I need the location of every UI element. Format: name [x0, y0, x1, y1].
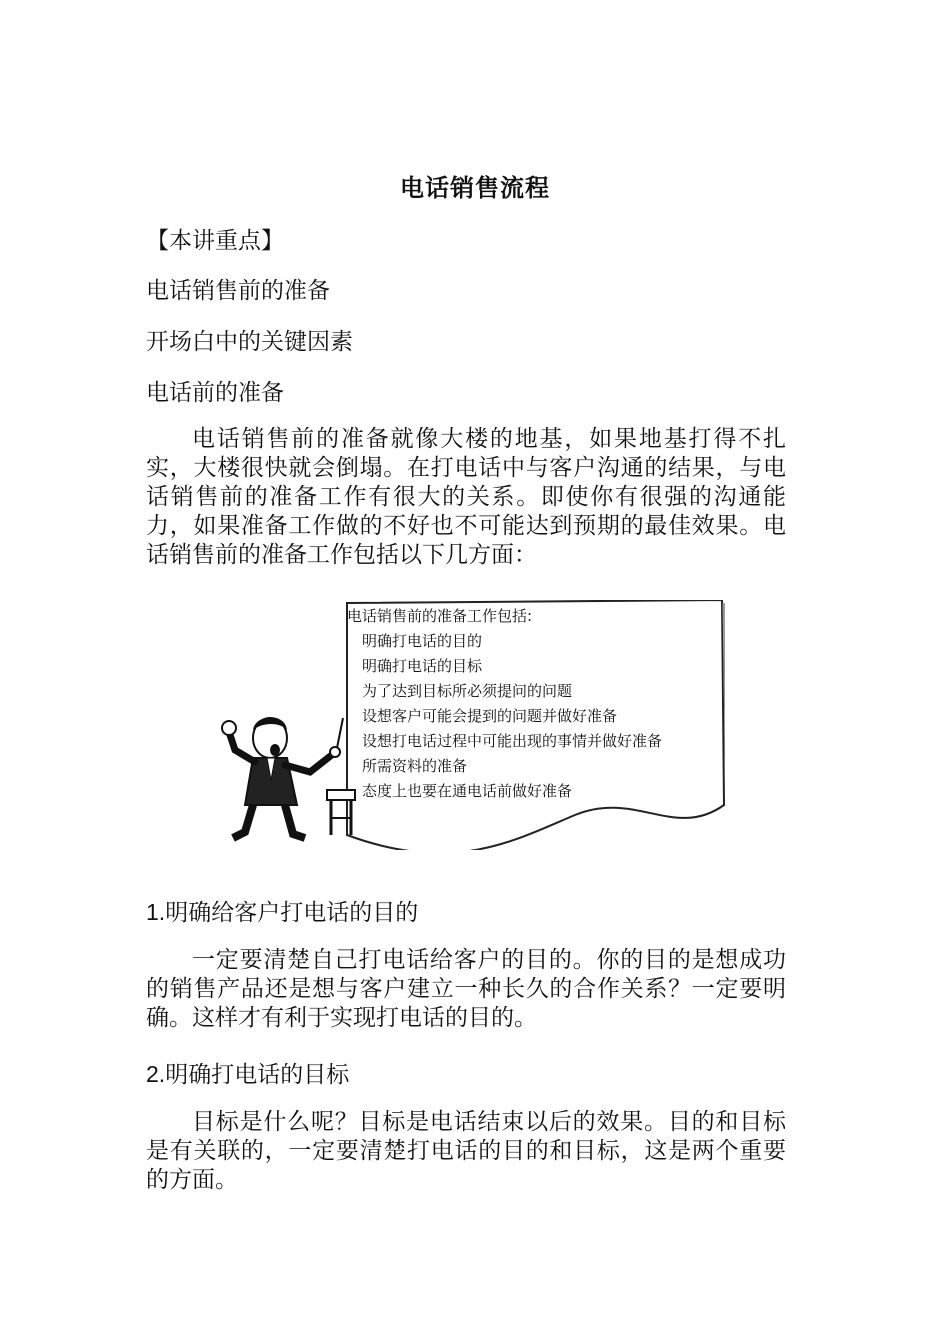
intro-paragraph: 电话销售前的准备就像大楼的地基，如果地基打得不扎实，大楼很快就会倒塌。在打电话中与客户沟通的结果，与电话销售前的准备工作有很大的关系。即使你有很强的沟通能力，如果准备工作做的不好也不可能达到预期的最佳效果。电话销售前的准备工作包括以下几方面： — [146, 426, 786, 568]
figure-item: 为了达到目标所必须提问的问题 — [362, 682, 573, 700]
figure-text — [347, 604, 662, 804]
document-title: 电话销售流程 — [400, 173, 550, 202]
figure-item: 设想客户可能会提到的问题并做好准备 — [362, 707, 618, 725]
section-1-number: 1. — [146, 899, 166, 925]
section-1-body: 一定要清楚自己打电话给客户的目的。你的目的是想成功的销售产品还是想与客户建立一种长久的合作关系？一定要明确。这样才有利于实现打电话的目的。 — [146, 947, 786, 1031]
section-header: 【本讲重点】 — [146, 228, 284, 254]
preparation-figure — [215, 590, 735, 870]
section-2-heading — [146, 1056, 349, 1089]
section-2-body: 目标是什么呢？目标是电话结束以后的效果。目的和目标是有关联的，一定要清楚打电话的目的和目标，这是两个重要的方面。 — [146, 1109, 786, 1193]
section-2-title: 明确打电话的目标 — [165, 1062, 350, 1088]
key-point-2: 开场白中的关键因素 — [146, 329, 353, 355]
figure-item: 明确打电话的目的 — [362, 632, 483, 650]
key-point-3: 电话前的准备 — [146, 380, 284, 406]
presenter-cartoon-icon — [215, 710, 365, 850]
section-1-title: 明确给客户打电话的目的 — [165, 900, 419, 926]
figure-item: 所需资料的准备 — [362, 757, 468, 775]
figure-heading: 电话销售前的准备工作包括: — [347, 607, 533, 625]
figure-item: 设想打电话过程中可能出现的事情并做好准备 — [362, 732, 663, 750]
section-2-number: 2. — [146, 1061, 166, 1087]
figure-item: 态度上也要在通电话前做好准备 — [362, 782, 573, 800]
section-1-heading — [146, 894, 418, 927]
figure-item: 明确打电话的目标 — [362, 657, 483, 675]
key-point-1: 电话销售前的准备 — [146, 278, 330, 304]
